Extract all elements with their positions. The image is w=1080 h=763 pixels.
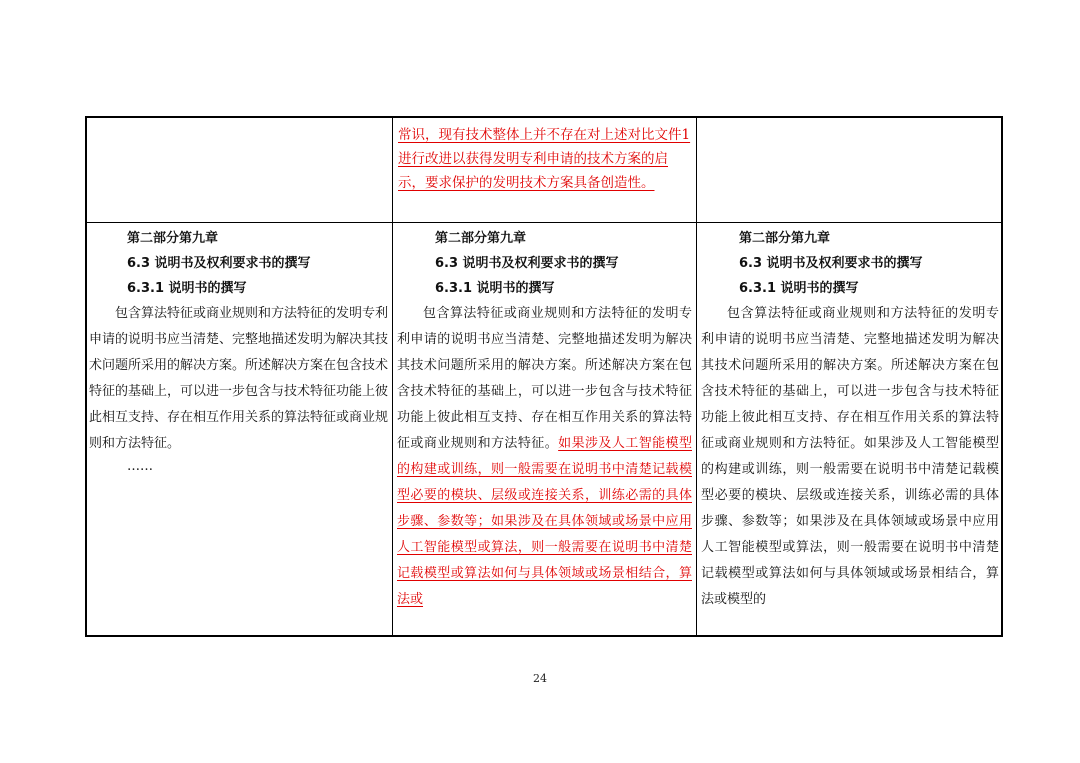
body-text-added: 如果涉及人工智能模型的构建或训练，则一般需要在说明书中清楚记载模型必要的模块、层级或连接关系，训练必需的具体步骤、参数等；如果涉及在具体领域或场景中应用人工智能模型或算法，则一般需要在说明书中清楚记载模型或算法如何与具体领域或场景相结合，算法或 <box>397 436 692 607</box>
chapter-heading: 第二部分第九章 <box>127 231 219 246</box>
body-paragraph: 包含算法特征或商业规则和方法特征的发明专利申请的说明书应当清楚、完整地描述发明为解决其技术问题所采用的解决方案。所述解决方案在包含技术特征的基础上，可以进一步包含与技术特征功能上彼此相互支持、存在相互作用关系的算法特征或商业规则和方法特征。如果涉及人工智能模型的构建或训练，则一般需要在说明书中清楚记载模型必要的模块、层级或连接关系，训练必需的具体步骤、参数等；如果涉及在具体领域或场景中应用人工智能模型或算法，则一般需要在说明书中清楚记载模型或算法如何与具体领域或场景相结合，算法或模型的 <box>701 306 999 607</box>
column-amended <box>397 226 692 635</box>
subsection-heading: 6.3.1 说明书的撰写 <box>739 281 859 296</box>
comparison-table <box>85 116 1003 637</box>
body-paragraph <box>397 301 692 613</box>
row-divider <box>87 222 1001 223</box>
subsection-heading: 6.3.1 说明书的撰写 <box>127 281 247 296</box>
body-paragraph: 包含算法特征或商业规则和方法特征的发明专利申请的说明书应当清楚、完整地描述发明为解决其技术问题所采用的解决方案。所述解决方案在包含技术特征的基础上，可以进一步包含与技术特征功能上彼此相互支持、存在相互作用关系的算法特征或商业规则和方法特征。 <box>89 306 388 451</box>
page-number: 24 <box>533 672 547 685</box>
chapter-heading: 第二部分第九章 <box>739 231 831 246</box>
section-heading: 6.3 说明书及权利要求书的撰写 <box>127 256 311 271</box>
top-row-middle-cell <box>398 123 692 221</box>
column-divider <box>696 118 697 635</box>
section-heading: 6.3 说明书及权利要求书的撰写 <box>739 256 923 271</box>
subsection-heading: 6.3.1 说明书的撰写 <box>435 281 555 296</box>
body-text-original: 包含算法特征或商业规则和方法特征的发明专利申请的说明书应当清楚、完整地描述发明为解决其技术问题所采用的解决方案。所述解决方案在包含技术特征的基础上，可以进一步包含与技术特征功能上彼此相互支持、存在相互作用关系的算法特征或商业规则和方法特征。 <box>397 306 692 451</box>
chapter-heading: 第二部分第九章 <box>435 231 527 246</box>
section-heading: 6.3 说明书及权利要求书的撰写 <box>435 256 619 271</box>
column-divider <box>392 118 393 635</box>
ellipsis: …… <box>127 459 153 474</box>
column-final <box>701 226 999 635</box>
column-original <box>89 226 388 635</box>
amended-text-continued: 常识，现有技术整体上并不存在对上述对比文件1进行改进以获得发明专利申请的技术方案的启示，要求保护的发明技术方案具备创造性。 <box>398 127 691 191</box>
